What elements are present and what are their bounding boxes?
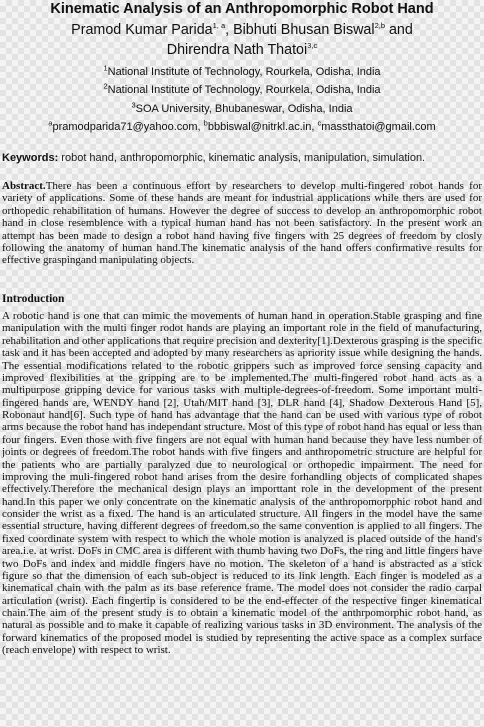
affiliation-1 [0,63,484,79]
paper-title: Kinematic Analysis of an Anthropomorphic Robot Hand [50,1,434,17]
keywords-text: robot hand, anthropomorphic, kinematic analysis, manipulation, simulation. [58,152,426,164]
author-superscript: 3,c [307,41,318,51]
author-separator: and [385,22,413,38]
introduction-body [2,310,482,657]
author-name: Pramod Kumar Parida [71,22,213,38]
email-text: bbbiswal@nitrkl.ac.in, [207,121,318,133]
author-superscript: 2,b [374,21,385,31]
section-heading-introduction: Introduction [2,293,65,305]
affiliation-marker: 2 [103,81,108,91]
affiliation-3 [0,100,484,116]
email-line [0,118,484,134]
abstract-label: Abstract. [2,180,46,192]
affiliation-2 [0,81,484,97]
email-marker: b [203,118,208,128]
author-superscript: 1, a [212,21,226,31]
email-text: massthatoi@gmail.com [321,121,436,133]
author-separator: , [225,22,234,38]
affiliation-text: National Institute of Technology, Rourkela, Odisha, India [107,66,381,78]
keywords-label: Keywords: [2,152,59,164]
email-text: pramodparida71@yahoo.com, [52,121,204,133]
abstract-paragraph [2,180,482,267]
affiliation-text: National Institute of Technology, Rourkela, Odisha, India [107,84,381,96]
abstract-text: There has been a continuous effort by researchers to develop multi-fingered robot hands for variety of applications. Some of these hands are meant for industrial applications while thers are used for orthopedic rehabilitation of humans. However the degree of success to develop an anthropomorphic robot hand in close resemblence with a typical human hand has not been satisfactory. In the present work an attempt has been made to design a robot hand having five fingers with 25 degrees of freedom by closly following the anatomy of human hand.The kinematic analysis of the hand offers confirmative results for effective graspingand manipulating objects. [2,180,482,267]
author-name: Bibhuti Bhusan Biswal [233,22,375,38]
introduction-paragraph: A robotic hand is one that can mimic the movements of human hand in operation.Stable grasping and fine manipulation with the multi finger rodot hands are playing an important role in the field of manufacturing, rehabilitation and other applications that require precision and dexterity[1].Dexterous grasping is the specific task and it has been accepted and adopted by many researchers as apriority issue while designing the hands. The essential modifications related to the robotic grippers such as improved force sensing capacity and improved flexibilities at the gripping are to be implemented.The multi-fingered robot hand acts as a multipurpose gripping device for various tasks with multiple-degrees-of-freedom. Some important multi-fingered hands are, WENDY hand [2], Utah/MIT hand [3], DLR hand [4], Shadow Dexterous Hand [5], Robonaut hand[6]. Such type of hand has advantage that the hand can be used with various type of robot arms because the robot hand has independant structure. Most of this type of robot hand has equal or less than four fingers. Even those with five fingers are not equal with human hand because they have less number of joints or degrees of freedom.The robot hands with five fingers and anthropometric structure are helpful for the patients who are partially paralyzed due to neurological or orthopedic impairment. The need for improving the muli-fingered robot hand arises from the desire forhandling objects of complicated shapes effectively.Therefore the mechanical design plays an importtant role in the development of the present hand.In this paper we only concentrate on the kinematic analysis of the anthropomorpphic robot hand and consider the wrist as a fixed. The hand is an articulated structure. All fingers in the model have the same essential structure, having different degrees of freedom.so the same convention is applied to all fingers. The fixed coordinate system with respect to which the whole motion is analyzed is placed outside of the hand's area.i.e. at wrist. DoFs in CMC area is different with thumb having two DoFs, the ring and little fingers have two DoFs and index and middle fingers have no motion. The skeleton of a hand is abstracted as a stick figure so that the dimension of each sub-object is reduced to its link length. Each finger is modeled as a kinematical chain with the palm as its base reference frame. The model does not consider the radio carpal articulation (wrist). Each fingertip is considered to be the end-effecter of the respective finger kinematical chain.The aim of the present study is to obtain a kinematic model of the anthrpomorphic robot hand, as natural as possible and to make it capable of realizing various tasks in 3D environment. The analysis of the forward kinematics of the proposed model is studied by representing the active space as a complex surface (reach envelope) with respect to wrist. [2,310,482,657]
keywords-line [2,152,482,165]
author-list [0,20,484,60]
author-name: Dhirendra Nath Thatoi [166,42,308,58]
email-marker: c [317,118,322,128]
affiliation-marker: 1 [103,63,108,73]
email-marker: a [48,118,53,128]
affiliation-marker: 3 [131,100,136,110]
affiliation-text: SOA University, Bhubaneswar, Odisha, India [135,103,353,115]
